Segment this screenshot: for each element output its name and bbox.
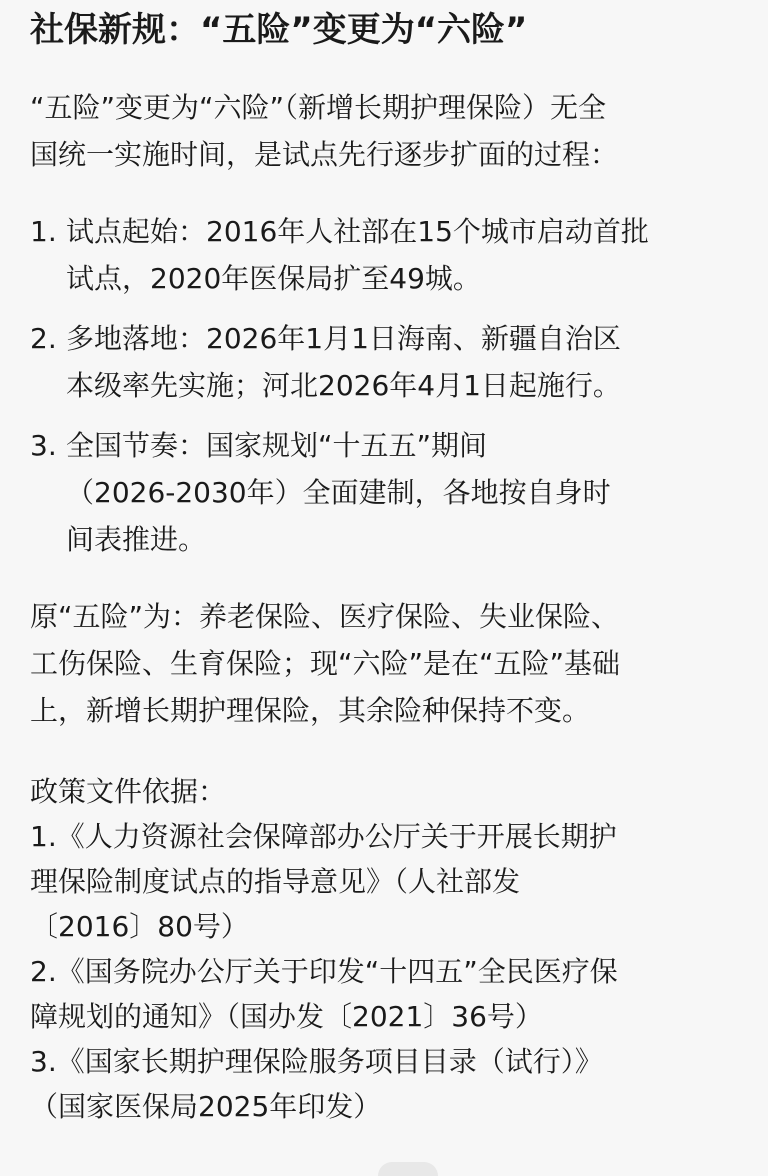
reference-line: （国家医保局2025年印发） [30,1090,382,1123]
intro-line: “五险”变更为“六险”（新增长期护理保险）无全 [30,91,607,124]
list-number: 1. [30,215,57,248]
list-item [30,422,740,563]
reference-item [30,949,740,1039]
list-number: 2. [30,322,57,355]
paragraph-line: 上，新增长期护理保险，其余险种保持不变。 [30,694,591,727]
article-title: 社保新规：“五险”变更为“六险” [30,10,528,50]
reference-line: 1.《人力资源社会保障部办公厅关于开展长期护 [30,820,617,853]
list-item-line: 试点，2020年医保局扩至49城。 [66,262,481,295]
scroll-indicator [378,1162,438,1176]
list-item-line: （2026-2030年）全面建制，各地按自身时 [66,476,611,509]
reference-line: 2.《国务院办公厅关于印发“十四五”全民医疗保 [30,955,618,988]
list-item-line: 本级率先实施；河北2026年4月1日起施行。 [66,369,621,402]
reference-line: 理保险制度试点的指导意见》（人社部发 [30,865,521,898]
timeline-list [30,208,740,563]
five-insurances-paragraph [30,593,740,734]
reference-item [30,1039,740,1129]
list-item [30,315,740,409]
intro-paragraph [30,84,740,178]
list-item [30,208,740,302]
list-item-line: 多地落地：2026年1月1日海南、新疆自治区 [66,322,621,355]
paragraph-line: 工伤保险、生育保险；现“六险”是在“五险”基础 [30,647,621,680]
list-item-line: 全国节奏：国家规划“十五五”期间 [66,429,488,462]
intro-line: 国统一实施时间，是试点先行逐步扩面的过程： [30,138,619,171]
reference-line: 障规划的通知》（国办发〔2021〕36号） [30,1000,543,1033]
list-item-line: 试点起始：2016年人社部在15个城市启动首批 [66,215,649,248]
reference-line: 3.《国家长期护理保险服务项目目录（试行）》 [30,1045,603,1078]
list-number: 3. [30,429,57,462]
paragraph-line: 原“五险”为：养老保险、医疗保险、失业保险、 [30,600,620,633]
reference-item [30,814,740,949]
list-item-text [66,422,740,563]
list-item-text [66,315,740,409]
reference-line: 〔2016〕80号） [30,910,249,943]
list-item-line: 间表推进。 [66,523,207,556]
list-item-text [66,208,740,302]
references-heading: 政策文件依据： [30,775,227,808]
